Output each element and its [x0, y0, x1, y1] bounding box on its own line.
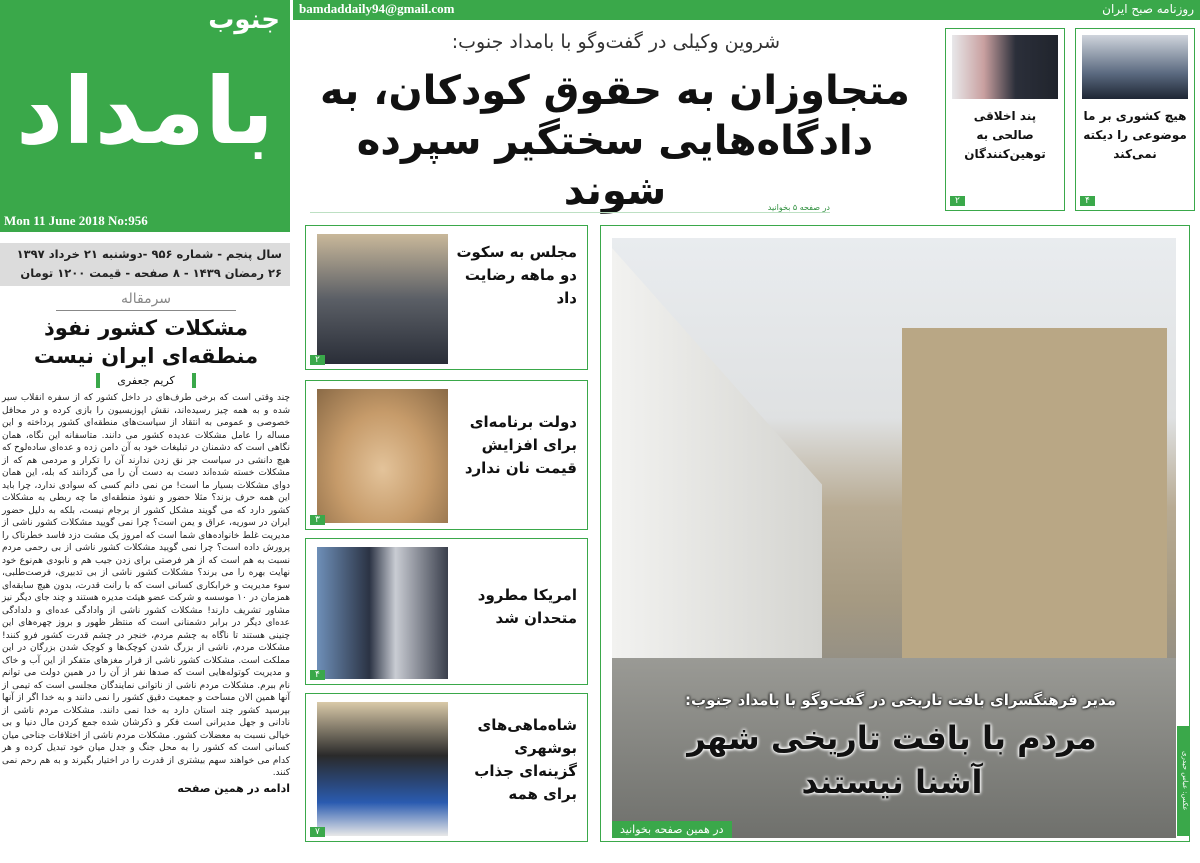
editorial	[2, 290, 290, 796]
page-badge: ۴	[1080, 196, 1095, 206]
story-caption: دولت برنامه‌ای برای افزایش قیمت نان ندارد	[464, 413, 577, 477]
date-en: Mon 11 June 2018 No:956	[4, 213, 148, 228]
thumb-story[interactable]	[1075, 28, 1195, 211]
thumb-caption: هیچ کشوری بر ما موضوعی را دیکته نمی‌کند	[1083, 109, 1187, 161]
editorial-body: چند وقتی است که برخی طرف‌های در داخل کشور که از سفره انقلاب سیر شده و به همه چیز رسیده‌اند، نقش اپوزیسیون را بازی کرده و در محافل خصوصی و عمومی به انتقاد از سیاست‌های منطقه‌ای کشور پرداخته و این مساله را عامل مشکلات عدیده کشور می دانند. متاسفانه این نگاه، همان نگاهی است که دشمنان در تبلیغات خود به آن دامن زده و عده‌ای ساده‌لوح که هیچ دانشی در سیاست جز نق زدن ندارند آن را تکرار و مردمی هم که از مشکلات خسته شده‌اند دست به دست آن را می گردانند که بله، این همان دوای مشکلات بسیار ما است! من نمی دانم کسی که سوادی ندارد، چرا باید این همه حرف بزند؟ مثلا حضور و نفوذ منطقه‌ای ما چه ربطی به مشکلات کشور دارد که می گویند مشکل کشور از برجام نیست، بلکه به دلیل حضور ایران در سوریه، عراق و یمن است؟ چرا نمی گویید مشکلات کشور ناشی از مدیریت غلط خانواده‌های شما است که امروز یک مشت دزد فاسد خطرناک را پرورش داده است؟ چرا نمی گویید مشکلات کشور ناشی از بی رحمی مردم نسبت به هم است که از هر فرصتی برای زدن جیب هم و نابودی هم‌نوع خود نهایت بهره را می برند؟ مشکلات کشور ناشی از بی تدبیری، فرصت‌طلبی، سوء مدیریت و خرابکاری کسانی است که با رانت قدرت، بدون هیچ سابقه‌ای همزمان در ۱۰ موسسه و شرکت عضو هیئت مدیره هستند و چند جای دیگر نیز مشاور تشریف دارند! مشکلات کشور ناشی از وادادگی عده‌ای و دلدادگی عده‌ای دیگر در برابر دشمنانی است که منتظر ظهور و بروز چهره‌های این چنینی هستند تا ناگاه به چشم مردم، خنجر در چشم قدرت کشور فرو کنند! مشکلات مردم، ناشی از بزرگ شدن کوچک‌ها و کوچک شدن بزرگان در این مملکت است. مشکلات کشور ناشی از فرار مغزهای متفکر از این آب و خاک و مدیریت کوتوله‌هایی است که صدها نفر از آن را در همین دولت می توانم نام ببرم. مشکلات مردم ناشی از ناتوانی نمایندگان مجلسی است که تیمی از آنها همین الان مساحت و جمعیت دقیق کشور را نمی دانند و به خدا اگر از آنها بپرسید کشور چند استان دارد به خدا نمی دانند. مشکلات مردم ناشی از نادانی و جهل مدیرانی است فکر و ذکرشان شده جمع کردن مال دنیا و بی خیالی نسبت به معضلات کشور. مشکلات مردم ناشی از اختلافات جناحی میان کسانی است که کشور را به محل جنگ و جدل میان خود تبدیل کرده و هر کدام می خواهند سهم بیشتری از قدرت را در اختیار بگیرند و به هم رحم نمی کنند.	[2, 393, 290, 778]
editorial-kicker: سرمقاله	[56, 290, 236, 311]
issue-line1: سال پنجم - شماره ۹۵۶ -دوشنبه ۲۱ خرداد ۱۳۹۷	[16, 247, 282, 261]
thumb-photo	[952, 35, 1058, 99]
page-badge: ۲	[310, 355, 325, 365]
email-link[interactable]: bamdaddaily94@gmail.com	[299, 1, 455, 16]
thumb-photo	[1082, 35, 1188, 99]
story-photo	[317, 547, 448, 679]
photo-building	[902, 328, 1167, 668]
story-box[interactable]	[305, 380, 588, 530]
thumb-story[interactable]	[945, 28, 1065, 211]
main-headline: مردم با بافت تاریخی شهر آشنا نیستند	[687, 719, 1097, 801]
page-badge: ۷	[310, 827, 325, 837]
read-here-badge[interactable]: در همین صفحه بخوانید	[612, 821, 732, 838]
lead-headline[interactable]: متجاوزان به حقوق کودکان، به دادگاه‌هایی سختگیر سپرده شوند	[320, 68, 910, 214]
story-caption: شاه‌ماهی‌های بوشهری گزینه‌ای جذاب برای همه	[474, 716, 577, 803]
page-badge: ۳	[310, 515, 325, 525]
main-subhead: مدیر فرهنگسرای بافت تاریخی در گفت‌وگو با بامداد جنوب:	[685, 691, 1116, 709]
editorial-author: کریم جعفری	[96, 373, 196, 388]
logo-text: بامداد	[16, 58, 274, 165]
story-box[interactable]	[305, 538, 588, 685]
photo-wall	[612, 248, 822, 678]
lead-kicker: شروین وکیلی در گفت‌وگو با بامداد جنوب:	[451, 31, 780, 53]
editorial-title: مشکلات کشور نفوذ منطقه‌ای ایران نیست	[33, 316, 259, 368]
issue-line2: ۲۶ رمضان ۱۴۳۹ - ۸ صفحه - قیمت ۱۲۰۰ تومان	[20, 266, 282, 280]
photo-credit: عکس: عباس حیدری	[1177, 726, 1189, 836]
logo-sub: جنوب	[208, 5, 280, 35]
slogan: روزنامه صبح ایران	[1102, 2, 1194, 16]
page-badge: ۴	[310, 670, 325, 680]
story-photo	[317, 234, 448, 364]
story-photo	[317, 702, 448, 836]
main-photo	[612, 238, 1176, 838]
story-caption: امریکا مطرود متحدان شد	[477, 586, 577, 627]
story-photo	[317, 389, 448, 523]
story-caption: مجلس به سکوت دو ماهه رضایت داد	[456, 243, 577, 307]
story-box[interactable]	[305, 225, 588, 370]
page-badge: ۲	[950, 196, 965, 206]
main-story[interactable]	[600, 225, 1190, 842]
continued-link[interactable]: ادامه در همین صفحه	[177, 781, 290, 795]
lead-read-more[interactable]: در صفحه ۵ بخوانید	[310, 203, 830, 213]
thumb-caption: پند اخلاقی صالحی به توهین‌کنندگان	[964, 109, 1046, 161]
top-bar	[293, 0, 1200, 20]
story-box[interactable]	[305, 693, 588, 842]
masthead-logo	[0, 0, 290, 232]
issue-info	[0, 243, 290, 286]
